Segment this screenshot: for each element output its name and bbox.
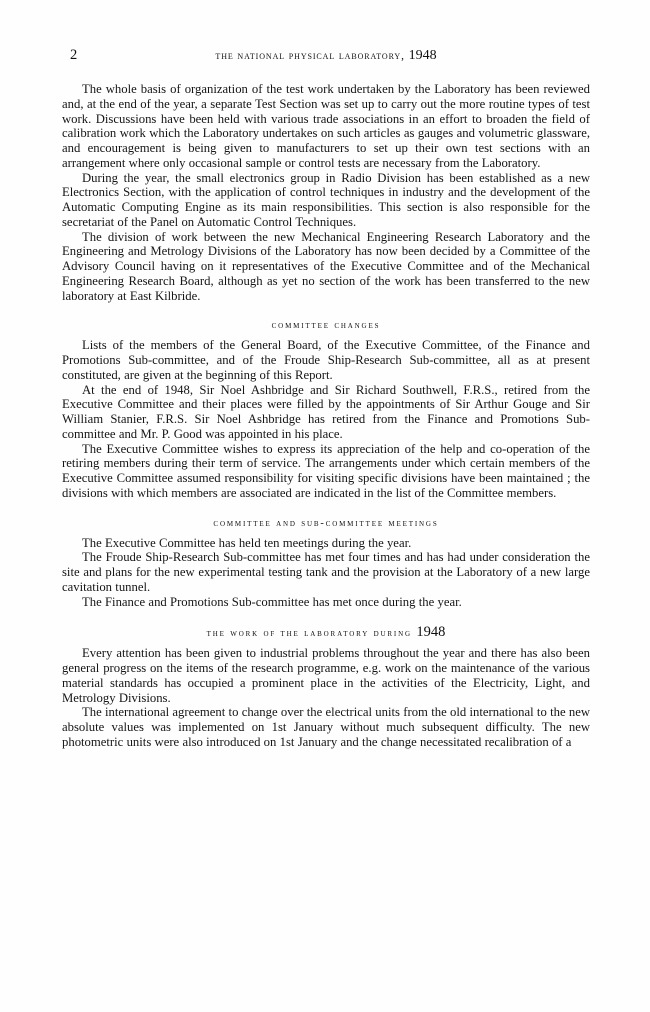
- section-heading-text: committee changes: [271, 320, 381, 332]
- paragraph: The Executive Committee has held ten meetings during the year.: [82, 535, 412, 550]
- paragraph: The Finance and Promotions Sub-committee has met once during the year.: [82, 594, 462, 609]
- intro-block: [62, 82, 590, 303]
- paragraph: Lists of the members of the General Board, of the Executive Committee, of the Finance and Promotions Sub-committee, and of the Froude Ship-Research Sub-committee, all as at present constituted, are given at the beginning of this Report.: [62, 338, 590, 382]
- spacer: [62, 501, 590, 518]
- paragraph: The whole basis of organization of the test work undertaken by the Laboratory has been reviewed and, at the end of the year, a separate Test Section was set up to carry out the more routine types of test work. Discussions have been held with various trade associations in an effort to broaden the field of calibration work which the Laboratory undertakes on such articles as gauges and volumetric glassware, and encouragement is being given to manufacturers to set up their own test sections with an arrangement where only occasional sample or control tests are necessary from the Laboratory.: [62, 82, 590, 170]
- paragraph: During the year, the small electronics group in Radio Division has been established as a new Electronics Section, with the application of control techniques in industry and the development of the Automatic Computing Engine as its main responsibilities. This section is also responsible for the secretariat of the Panel on Automatic Control Techniques.: [62, 170, 590, 229]
- paragraph: At the end of 1948, Sir Noel Ashbridge and Sir Richard Southwell, F.R.S., retired from the Executive Committee and their places were filled by the appointments of Sir Arthur Gouge and Sir William Stanier, F.R.S. Sir Noel Ashbridge has retired from the Finance and Promotions Sub-committee and Mr. P. Good was appointed in his place.: [62, 382, 590, 441]
- paragraph: The Executive Committee wishes to express its appreciation of the help and co-operation of the retiring members during their term of service. The arrangements under which certain members of the Executive Committee assumed responsibility for visiting specific divisions have been maintained ; the divisions with which members are associated are indicated in the list of the Committee members.: [62, 441, 590, 500]
- section-heading-text: committee and sub-committee meetings: [213, 517, 439, 529]
- paragraph: The division of work between the new Mechanical Engineering Research Laboratory and the Engineering and Metrology Divisions of the Laboratory has now been decided by a Committee of the Advisory Council having on it representatives of the Executive Committee and of the Mechanical Engineering Research Board, although as yet no section of the work has been transferred to the new laboratory at East Kilbride.: [62, 229, 590, 303]
- paragraph: The international agreement to change over the electrical units from the old international to the new absolute values was implemented on 1st January without much subsequent difficulty. The new photometric units were also introduced on 1st January and the change necessitated recalibration of a: [62, 705, 590, 749]
- page-number: 2: [70, 47, 78, 63]
- section-heading-work-of-laboratory: [62, 626, 590, 640]
- spacer: [62, 609, 590, 626]
- section-heading-committee-changes: [62, 320, 590, 332]
- running-head: [62, 46, 590, 68]
- running-head-text: the national physical laboratory,: [215, 50, 405, 62]
- paragraph: The Froude Ship-Research Sub-committee has met four times and has had under consideration the site and plans for the new experimental testing tank and the provision at the Laboratory of a new large cavitation tunnel.: [62, 550, 590, 594]
- spacer: [62, 303, 590, 320]
- section-body-committee-changes: [62, 338, 590, 500]
- section-body-work-of-laboratory: [62, 646, 590, 749]
- section-heading-year: 1948: [416, 624, 446, 641]
- section-body-committee-meetings: [62, 536, 590, 610]
- section-heading-text: the work of the laboratory during: [206, 628, 412, 640]
- running-head-year: 1948: [408, 48, 437, 63]
- section-heading-committee-meetings: [62, 518, 590, 530]
- page-content: [62, 46, 590, 750]
- paragraph: Every attention has been given to industrial problems throughout the year and there has also been general progress on the items of the research programme, e.g. work on the maintenance of the various material standards has occupied a prominent place in the activities of the Electricity, Light, and Metrology Divisions.: [62, 646, 590, 705]
- running-head-title: [62, 49, 590, 63]
